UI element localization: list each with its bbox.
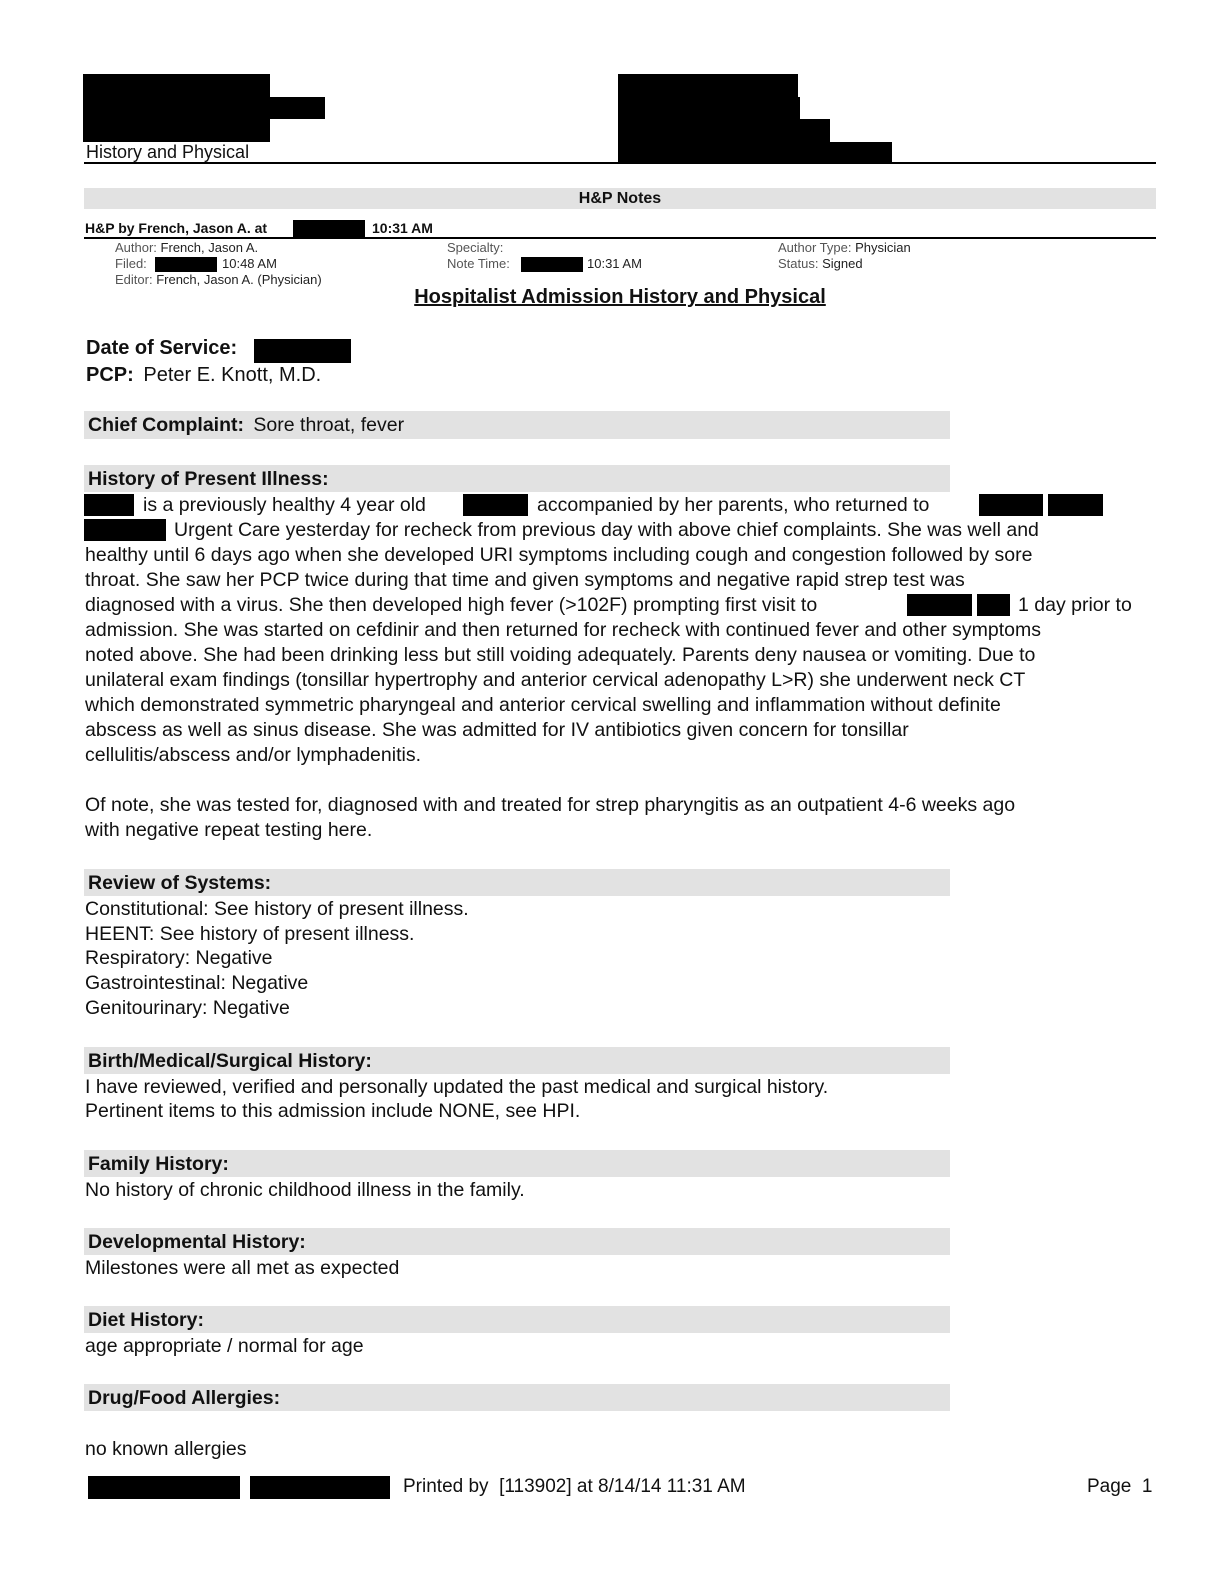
dev-line-1: Milestones were all met as expected [85, 1257, 400, 1279]
ros-heent: HEENT: See history of present illness. [85, 923, 415, 945]
ros-genitourinary: Genitourinary: Negative [85, 997, 290, 1019]
document-title: Hospitalist Admission History and Physical [414, 286, 826, 308]
redacted-patient-name [84, 494, 134, 516]
page-number: Page 1 [1087, 1476, 1153, 1497]
ros-heading: Review of Systems: [88, 872, 272, 894]
hpi-line-6: admission. She was started on cefdinir and then returned for recheck with continued fever and other symptoms [85, 619, 1042, 641]
note-by-time: 10:31 AM [372, 220, 433, 236]
family-heading-bar [84, 1150, 950, 1177]
hpi-heading-bar [84, 465, 950, 492]
chief-complaint-bar [84, 411, 950, 439]
hpi-line-11: cellulitis/abscess and/or lymphadenitis. [85, 744, 421, 766]
note-by-line [85, 220, 267, 236]
note-by-prefix: H&P by French, Jason A. at [85, 220, 268, 236]
redacted-header-right-step1 [750, 97, 800, 119]
hpi-line-9: which demonstrated symmetric pharyngeal and anterior cervical swelling and inflammation without definite [85, 694, 1001, 716]
hpi-line-5b: 1 day prior to [1018, 594, 1132, 616]
editor-name: French, Jason A. (Physician) [156, 272, 322, 287]
redacted-facility-3 [84, 519, 166, 541]
pcp-line [86, 364, 321, 387]
hpi-line-3: healthy until 6 days ago when she developed URI symptoms including cough and congestion followed by sore [85, 544, 1033, 566]
redacted-service-date [254, 339, 351, 363]
allergy-heading: Drug/Food Allergies: [88, 1387, 281, 1409]
meta-note-time: Note Time: [447, 256, 510, 271]
dev-heading-bar [84, 1228, 950, 1255]
meta-filed: Filed: [115, 256, 147, 271]
family-line-1: No history of chronic childhood illness in the family. [85, 1179, 525, 1201]
meta-status: Status: Signed [778, 256, 863, 271]
hpi-note-line-1: Of note, she was tested for, diagnosed with and treated for strep pharyngitis as an outpatient 4-6 weeks ago [85, 794, 1016, 816]
hpi-line-5a: diagnosed with a virus. She then developed high fever (>102F) prompting first visit to [85, 594, 818, 616]
author-name: French, Jason A. [160, 240, 259, 255]
header-rule [84, 162, 1156, 164]
redacted-note-date [293, 220, 365, 237]
hpi-line-8: unilateral exam findings (tonsillar hypertrophy and anterior cervical adenopathy L>R) she underwent neck CT [85, 669, 1026, 691]
ros-heading-bar [84, 869, 950, 896]
hpi-line-7: noted above. She had been drinking less but still voiding adequately. Parents deny nausea or vomiting. Due to [85, 644, 1036, 666]
note-time-value: 10:31 AM [587, 256, 642, 271]
chief-complaint-value: Sore throat, fever [253, 414, 405, 436]
redacted-facility-2 [1048, 494, 1103, 516]
redacted-facility-4 [907, 594, 972, 616]
hpi-line-4: throat. She saw her PCP twice during that time and given symptoms and negative rapid strep test was [85, 569, 965, 591]
diet-heading-bar [84, 1306, 950, 1333]
printed-by: Printed by [113902] at 8/14/14 11:31 AM [403, 1476, 746, 1497]
pcp-label: PCP: [86, 364, 134, 386]
redacted-note-time-date [521, 257, 583, 272]
hpi-note-line-2: with negative repeat testing here. [85, 819, 373, 841]
redacted-footer-1 [88, 1476, 240, 1499]
pcp-name: Peter E. Knott, M.D. [143, 364, 322, 386]
hpi-heading: History of Present Illness: [88, 468, 329, 490]
ros-respiratory: Respiratory: Negative [85, 947, 273, 969]
hpi-line-10: abscess as well as sinus disease. She was admitted for IV antibiotics given concern for tonsillar [85, 719, 909, 741]
allergy-heading-bar [84, 1384, 950, 1411]
status-value: Signed [822, 256, 863, 271]
diet-line-1: age appropriate / normal for age [85, 1335, 364, 1357]
redacted-header-left-block [83, 74, 270, 142]
meta-editor: Editor: French, Jason A. (Physician) [115, 272, 322, 287]
redacted-header-right-step3 [750, 142, 892, 164]
redacted-facility-5 [977, 594, 1010, 616]
filed-time: 10:48 AM [222, 256, 277, 271]
date-of-service-label: Date of Service: [86, 337, 238, 359]
redacted-filed-date [155, 257, 217, 272]
redacted-header-left-tab [270, 97, 325, 119]
document-type: History and Physical [86, 142, 250, 162]
bmsh-heading-bar [84, 1047, 950, 1074]
redacted-footer-2 [250, 1476, 390, 1499]
allergy-line-1: no known allergies [85, 1438, 247, 1460]
hpi-line-1b: accompanied by her parents, who returned to [537, 494, 930, 516]
hpi-line-1a: is a previously healthy 4 year old [143, 494, 426, 516]
meta-specialty: Specialty: [447, 240, 504, 255]
diet-heading: Diet History: [88, 1309, 204, 1331]
family-heading: Family History: [88, 1153, 229, 1175]
bmsh-heading: Birth/Medical/Surgical History: [88, 1050, 372, 1072]
meta-author: Author: French, Jason A. [115, 240, 259, 255]
redacted-patient-sex [463, 494, 528, 516]
meta-author-type: Author Type: Physician [778, 240, 911, 255]
bmsh-line-1: I have reviewed, verified and personally updated the past medical and surgical history. [85, 1076, 829, 1098]
notes-bar [84, 188, 1156, 209]
dev-heading: Developmental History: [88, 1231, 306, 1253]
hpi-line-2: Urgent Care yesterday for recheck from previous day with above chief complaints. She was well and [174, 519, 1039, 541]
chief-complaint-label: Chief Complaint: [88, 414, 244, 436]
note-rule [84, 237, 1156, 239]
redacted-facility-1 [979, 494, 1043, 516]
ros-constitutional: Constitutional: See history of present illness. [85, 898, 469, 920]
notes-bar-title: H&P Notes [578, 190, 662, 207]
bmsh-line-2: Pertinent items to this admission include NONE, see HPI. [85, 1100, 581, 1122]
ros-gastrointestinal: Gastrointestinal: Negative [85, 972, 309, 994]
